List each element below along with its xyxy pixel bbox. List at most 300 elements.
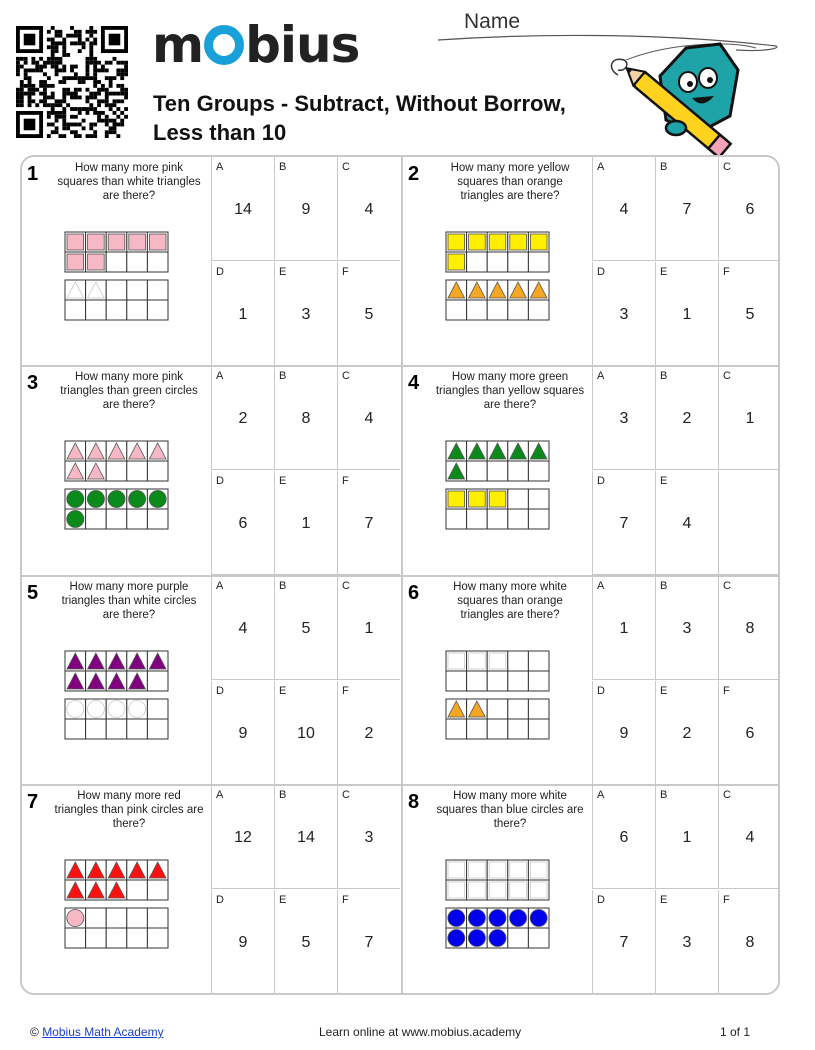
ten-frame-cell — [147, 719, 168, 739]
white-circle-counter — [129, 701, 146, 718]
ten-frame-cell — [467, 300, 488, 320]
blue-circle-counter — [489, 930, 506, 947]
ten-frame-cell — [467, 461, 488, 481]
answer-letter: C — [723, 161, 731, 173]
answer-value: 10 — [297, 725, 315, 742]
ten-frame-cell — [467, 252, 488, 272]
ten-frame-top — [64, 231, 169, 273]
ten-frame-cell — [147, 300, 168, 320]
ten-frame-cell — [487, 671, 508, 691]
answer-choices — [211, 576, 401, 785]
ten-frame-cell — [528, 252, 549, 272]
ten-frame-cell — [106, 509, 127, 529]
problem-8 — [403, 785, 780, 994]
brand-logo — [152, 16, 360, 74]
answer-option-a[interactable] — [211, 785, 274, 889]
answer-letter: B — [279, 161, 287, 173]
answer-letter: C — [723, 580, 731, 592]
answer-option-b[interactable] — [274, 157, 337, 261]
ten-frame-top — [445, 231, 550, 273]
ten-frame-cell — [127, 509, 148, 529]
ten-frame-cell — [147, 280, 168, 300]
answer-value: 5 — [301, 620, 311, 637]
pink-square-counter — [149, 234, 166, 250]
problem-2 — [403, 157, 780, 366]
green-circle-counter — [149, 491, 166, 508]
white-circle-counter — [108, 701, 125, 718]
ten-frame-bottom — [445, 698, 550, 740]
yellow-square-counter — [530, 234, 547, 250]
title-line-2: Less than 10 — [153, 120, 287, 145]
ten-frame-top — [445, 440, 550, 482]
answer-choices — [592, 366, 780, 575]
answer-value: 1 — [364, 620, 374, 637]
answer-option-e[interactable] — [274, 890, 337, 994]
ten-frame-cell — [487, 719, 508, 739]
ten-frame-cell — [508, 671, 529, 691]
white-square-counter — [489, 862, 506, 878]
green-circle-counter — [67, 491, 84, 508]
ten-frame-cell — [467, 719, 488, 739]
ten-frame-cell — [528, 651, 549, 671]
answer-value: 4 — [619, 201, 629, 218]
answer-option-c[interactable] — [718, 576, 780, 680]
ten-frame-cell — [508, 651, 529, 671]
answer-value: 1 — [682, 306, 692, 323]
answer-value: 7 — [364, 934, 374, 951]
answer-letter: E — [660, 685, 668, 697]
blue-circle-counter — [489, 910, 506, 927]
ten-frame-top — [445, 650, 550, 692]
answer-choices — [592, 157, 780, 366]
white-square-counter — [469, 653, 486, 669]
answer-value: 6 — [745, 201, 755, 218]
ten-frame-cell — [86, 719, 107, 739]
ten-frame-cell — [86, 928, 107, 948]
answer-option-a[interactable] — [211, 366, 274, 470]
ten-frame-cell — [127, 908, 148, 928]
question-text: How many more white squares than orange triangles are there? — [453, 581, 567, 621]
ten-frame-cell — [508, 719, 529, 739]
white-circle-counter — [67, 701, 84, 718]
green-circle-counter — [129, 491, 146, 508]
ten-frame-cell — [487, 509, 508, 529]
ten-frame-cell — [127, 719, 148, 739]
ten-frame-cell — [147, 928, 168, 948]
ten-frame-cell — [446, 719, 467, 739]
answer-option-d[interactable] — [592, 681, 655, 785]
ten-frame-cell — [65, 719, 86, 739]
answer-letter: A — [216, 370, 224, 382]
answer-empty-cell — [718, 471, 780, 575]
question-text: How many more yellow squares than orange triangles are there? — [450, 162, 570, 202]
answer-option-e[interactable] — [655, 471, 718, 575]
ten-frame-cell — [65, 928, 86, 948]
answer-letter: D — [597, 685, 605, 697]
white-circle-counter — [87, 701, 104, 718]
academy-link[interactable]: Mobius Math Academy — [42, 1025, 164, 1039]
answer-value: 4 — [682, 515, 692, 532]
problem-4 — [403, 366, 780, 575]
ten-frame-bottom — [64, 488, 169, 530]
answer-letter: E — [279, 266, 287, 278]
answer-value: 4 — [364, 201, 374, 218]
answer-option-b[interactable] — [274, 366, 337, 470]
answer-letter: A — [597, 370, 605, 382]
yellow-square-counter — [489, 491, 506, 507]
question-number: 4 — [408, 372, 420, 394]
answer-value: 6 — [238, 515, 248, 532]
pink-square-counter — [88, 234, 105, 250]
yellow-square-counter — [469, 234, 486, 250]
yellow-square-counter — [510, 234, 527, 250]
answer-letter: A — [597, 580, 605, 592]
answer-letter: B — [279, 370, 287, 382]
answer-option-d[interactable] — [592, 890, 655, 994]
answer-option-c[interactable] — [718, 785, 780, 889]
answer-value: 6 — [619, 829, 629, 846]
ten-frame-cell — [528, 719, 549, 739]
ten-frame-cell — [86, 908, 107, 928]
question-number: 1 — [27, 163, 39, 185]
answer-option-a[interactable] — [592, 576, 655, 680]
question-number: 8 — [408, 791, 420, 813]
question-text: How many more red triangles than pink circles are there? — [54, 790, 204, 830]
answer-option-a[interactable] — [211, 157, 274, 261]
blue-circle-counter — [468, 930, 485, 947]
ten-frame-cell — [106, 719, 127, 739]
ten-frame-cell — [508, 489, 529, 509]
answer-option-f[interactable] — [718, 890, 780, 994]
blue-circle-counter — [510, 910, 527, 927]
question-text: How many more pink triangles than green circles are there? — [60, 371, 198, 411]
ten-frame-cell — [446, 300, 467, 320]
answer-option-b[interactable] — [655, 366, 718, 470]
answer-value: 1 — [619, 620, 629, 637]
answer-value: 1 — [745, 410, 755, 427]
question-number: 3 — [27, 372, 39, 394]
ten-frame-cell — [528, 489, 549, 509]
ten-frame-bottom — [445, 907, 550, 949]
answer-value: 9 — [238, 725, 248, 742]
ten-frame-cell — [446, 509, 467, 529]
yellow-square-counter — [469, 491, 486, 507]
ten-frame-bottom — [445, 279, 550, 321]
answer-value: 12 — [234, 829, 252, 846]
answer-letter: F — [723, 266, 730, 278]
answer-option-f[interactable] — [718, 262, 780, 366]
answer-option-c[interactable] — [337, 366, 400, 470]
answer-letter: A — [216, 580, 224, 592]
ten-frame-bottom — [64, 698, 169, 740]
ten-frame-cell — [446, 671, 467, 691]
answer-value: 4 — [745, 829, 755, 846]
title-line-1: Ten Groups - Subtract, Without Borrow, — [153, 91, 566, 116]
answer-option-e[interactable] — [274, 681, 337, 785]
problem-6 — [403, 576, 780, 785]
answer-letter: C — [342, 789, 350, 801]
answer-value: 5 — [745, 306, 755, 323]
answer-option-d[interactable] — [211, 681, 274, 785]
question-text: How many more purple triangles than white circles are there? — [61, 581, 197, 621]
answer-value: 7 — [682, 201, 692, 218]
answer-letter: E — [660, 475, 668, 487]
yellow-square-counter — [448, 491, 465, 507]
ten-frame-cell — [86, 300, 107, 320]
answer-letter: E — [660, 894, 668, 906]
page-title — [153, 89, 623, 147]
answer-option-d[interactable] — [592, 471, 655, 575]
green-circle-counter — [108, 491, 125, 508]
answer-option-b[interactable] — [655, 785, 718, 889]
answer-value: 7 — [619, 515, 629, 532]
blue-circle-counter — [468, 910, 485, 927]
ten-frame-cell — [147, 252, 168, 272]
answer-option-d[interactable] — [211, 890, 274, 994]
worksheet-grid — [20, 155, 780, 995]
white-square-counter — [469, 882, 486, 898]
answer-option-e[interactable] — [655, 681, 718, 785]
white-square-counter — [530, 882, 547, 898]
question-number: 7 — [27, 791, 39, 813]
yellow-square-counter — [448, 234, 465, 250]
ten-frame-cell — [147, 461, 168, 481]
brand-text: bius — [245, 16, 360, 74]
ten-frame-cell — [508, 509, 529, 529]
answer-value: 7 — [619, 934, 629, 951]
question-number: 2 — [408, 163, 420, 185]
answer-letter: C — [342, 580, 350, 592]
answer-option-e[interactable] — [655, 890, 718, 994]
answer-option-b[interactable] — [274, 785, 337, 889]
answer-letter: F — [342, 266, 349, 278]
answer-letter: B — [279, 789, 287, 801]
answer-value: 2 — [364, 725, 374, 742]
ten-frame-top — [64, 650, 169, 692]
answer-option-b[interactable] — [274, 576, 337, 680]
ten-frame-cell — [528, 300, 549, 320]
ten-frame-cell — [106, 300, 127, 320]
answer-value: 9 — [619, 725, 629, 742]
white-square-counter — [489, 882, 506, 898]
answer-value: 2 — [682, 410, 692, 427]
answer-value: 1 — [682, 829, 692, 846]
ten-frame-cell — [467, 509, 488, 529]
problem-7 — [22, 785, 401, 994]
blue-circle-counter — [530, 910, 547, 927]
ten-frame-cell — [147, 908, 168, 928]
ten-frame-cell — [127, 300, 148, 320]
answer-option-d[interactable] — [592, 262, 655, 366]
answer-value: 3 — [301, 306, 311, 323]
answer-option-d[interactable] — [211, 471, 274, 575]
answer-option-f[interactable] — [337, 681, 400, 785]
ten-frame-top — [64, 859, 169, 901]
footer-center-text: Learn online at www.mobius.academy — [319, 1025, 522, 1039]
white-square-counter — [448, 862, 465, 878]
answer-choices — [211, 785, 401, 994]
answer-letter: A — [216, 161, 224, 173]
ten-frame-cell — [127, 252, 148, 272]
answer-option-f[interactable] — [337, 262, 400, 366]
answer-option-c[interactable] — [718, 366, 780, 470]
answer-option-f[interactable] — [718, 681, 780, 785]
answer-choices — [592, 785, 780, 994]
ten-frame-cell — [127, 280, 148, 300]
answer-value: 8 — [745, 620, 755, 637]
answer-letter: E — [279, 685, 287, 697]
answer-value: 14 — [297, 829, 315, 846]
answer-value: 3 — [619, 410, 629, 427]
answer-value: 9 — [238, 934, 248, 951]
answer-letter: B — [660, 580, 668, 592]
answer-letter: E — [279, 894, 287, 906]
ten-frame-cell — [508, 699, 529, 719]
answer-letter: B — [660, 370, 668, 382]
answer-letter: A — [597, 789, 605, 801]
answer-value: 8 — [745, 934, 755, 951]
answer-option-e[interactable] — [274, 262, 337, 366]
name-label: Name — [464, 10, 521, 33]
ten-frame-cell — [508, 461, 529, 481]
ten-frame-bottom — [445, 488, 550, 530]
green-circle-counter — [67, 511, 84, 528]
pink-square-counter — [108, 234, 125, 250]
answer-letter: A — [216, 789, 224, 801]
white-square-counter — [448, 882, 465, 898]
answer-letter: D — [216, 266, 224, 278]
answer-option-a[interactable] — [592, 366, 655, 470]
answer-letter: C — [723, 370, 731, 382]
answer-option-a[interactable] — [211, 576, 274, 680]
problem-5 — [22, 576, 401, 785]
white-square-counter — [510, 862, 527, 878]
ten-frame-cell — [147, 671, 168, 691]
pink-square-counter — [67, 254, 84, 270]
answer-option-f[interactable] — [337, 890, 400, 994]
question-text: How many more green triangles than yellow squares are there? — [435, 371, 585, 411]
answer-value: 1 — [301, 515, 311, 532]
answer-letter: D — [216, 685, 224, 697]
answer-letter: F — [723, 685, 730, 697]
blue-circle-counter — [448, 910, 465, 927]
ten-frame-cell — [147, 699, 168, 719]
ten-frame-cell — [508, 300, 529, 320]
ten-frame-cell — [65, 300, 86, 320]
answer-letter: F — [723, 894, 730, 906]
answer-value: 1 — [238, 306, 248, 323]
answer-value: 4 — [364, 410, 374, 427]
ten-frame-cell — [487, 300, 508, 320]
answer-option-a[interactable] — [592, 157, 655, 261]
answer-letter: B — [660, 161, 668, 173]
ten-frame-cell — [127, 461, 148, 481]
answer-option-c[interactable] — [718, 157, 780, 261]
white-square-counter — [448, 653, 465, 669]
ten-frame-cell — [147, 880, 168, 900]
pink-square-counter — [67, 234, 84, 250]
answer-option-c[interactable] — [337, 157, 400, 261]
answer-letter: B — [660, 789, 668, 801]
answer-letter: D — [597, 894, 605, 906]
white-square-counter — [469, 862, 486, 878]
copyright-symbol: © — [30, 1025, 39, 1039]
answer-letter: D — [216, 894, 224, 906]
problem-3 — [22, 366, 401, 575]
ten-frame-cell — [528, 928, 549, 948]
answer-value: 3 — [619, 306, 629, 323]
answer-letter: C — [342, 161, 350, 173]
ten-frame-bottom — [64, 279, 169, 321]
answer-option-b[interactable] — [655, 157, 718, 261]
answer-option-c[interactable] — [337, 785, 400, 889]
answer-letter: D — [216, 475, 224, 487]
answer-value: 9 — [301, 201, 311, 218]
ten-frame-cell — [528, 509, 549, 529]
answer-letter: E — [660, 266, 668, 278]
answer-letter: D — [597, 266, 605, 278]
answer-letter: C — [723, 789, 731, 801]
ten-frame-cell — [127, 928, 148, 948]
answer-option-b[interactable] — [655, 576, 718, 680]
blue-circle-counter — [448, 930, 465, 947]
brand-o-ring — [204, 25, 244, 65]
ten-frame-cell — [147, 509, 168, 529]
answer-option-a[interactable] — [592, 785, 655, 889]
ten-frame-cell — [487, 699, 508, 719]
ten-frame-cell — [467, 671, 488, 691]
answer-value: 7 — [364, 515, 374, 532]
answer-value: 6 — [745, 725, 755, 742]
ten-frame-cell — [106, 252, 127, 272]
white-square-counter — [489, 653, 506, 669]
answer-choices — [592, 576, 780, 785]
question-text: How many more pink squares than white triangles are there? — [57, 162, 201, 202]
ten-frame-cell — [86, 509, 107, 529]
white-square-counter — [530, 862, 547, 878]
answer-value: 5 — [364, 306, 374, 323]
answer-option-c[interactable] — [337, 576, 400, 680]
answer-letter: E — [279, 475, 287, 487]
answer-option-f[interactable] — [337, 471, 400, 575]
green-circle-counter — [87, 491, 104, 508]
yellow-square-counter — [448, 254, 465, 270]
ten-frame-bottom — [64, 907, 169, 949]
answer-letter: A — [597, 161, 605, 173]
ten-frame-top — [64, 440, 169, 482]
answer-option-d[interactable] — [211, 262, 274, 366]
ten-frame-cell — [528, 461, 549, 481]
answer-letter: F — [342, 894, 349, 906]
answer-option-e[interactable] — [274, 471, 337, 575]
white-square-counter — [510, 882, 527, 898]
answer-value: 2 — [238, 410, 248, 427]
pink-square-counter — [129, 234, 146, 250]
footer-copyright — [30, 1025, 164, 1039]
pink-circle-counter — [67, 910, 84, 927]
ten-frame-cell — [106, 908, 127, 928]
question-number: 6 — [408, 582, 420, 604]
answer-value: 4 — [238, 620, 248, 637]
answer-letter: F — [342, 475, 349, 487]
answer-value: 5 — [301, 934, 311, 951]
yellow-square-counter — [489, 234, 506, 250]
ten-frame-cell — [106, 928, 127, 948]
answer-value: 3 — [682, 620, 692, 637]
ten-frame-cell — [528, 699, 549, 719]
answer-option-e[interactable] — [655, 262, 718, 366]
page-number: 1 of 1 — [720, 1025, 751, 1039]
